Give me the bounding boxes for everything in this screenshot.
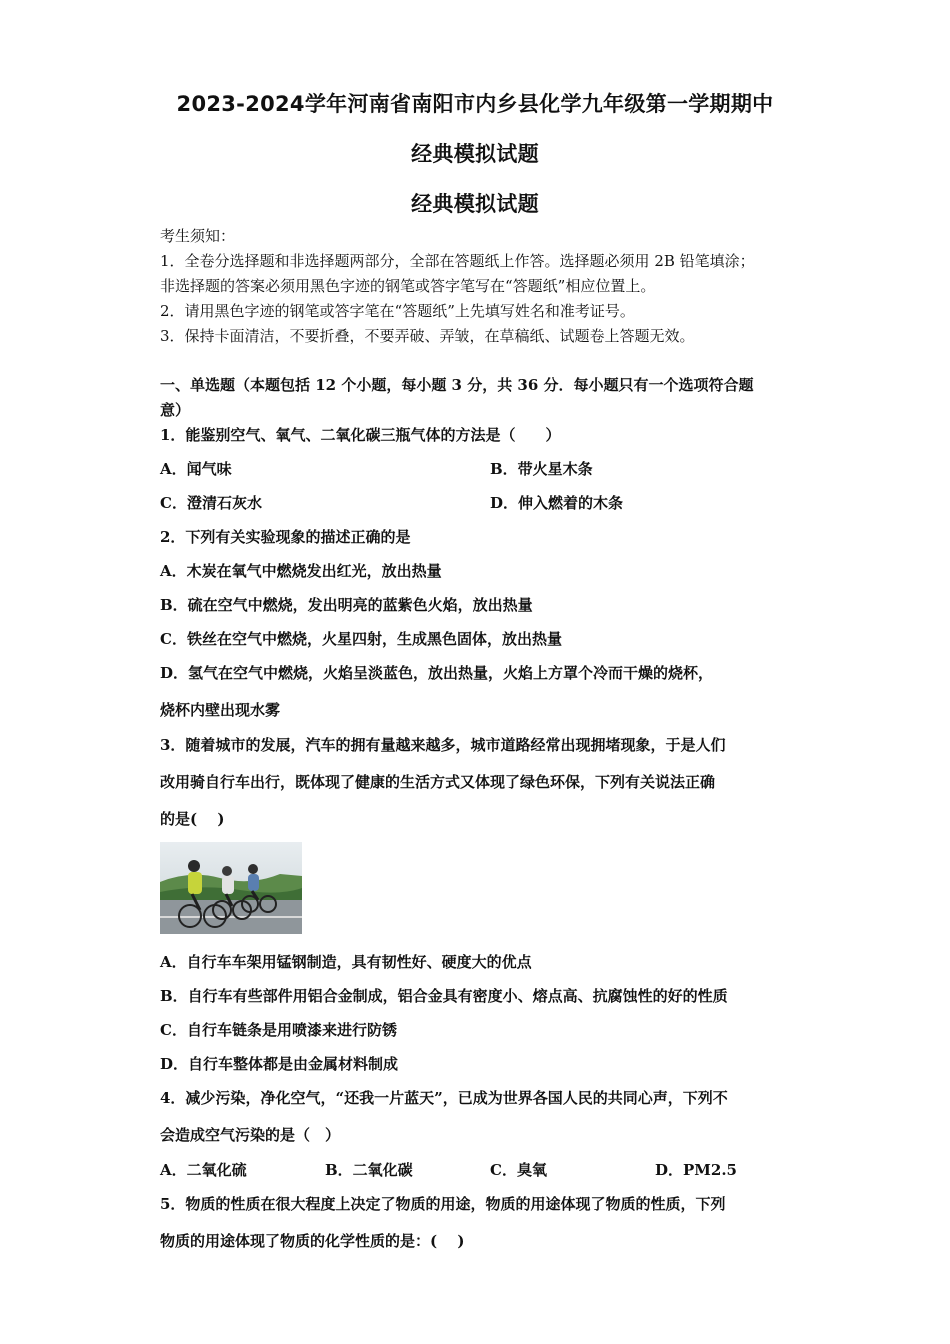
q1-stem: 1．能鉴别空气、氧气、二氧化碳三瓶气体的方法是（ ） [160,426,561,444]
q2-option-b: B．硫在空气中燃烧，发出明亮的蓝紫色火焰，放出热量 [160,596,533,614]
q5-stem-a: 5．物质的性质在很大程度上决定了物质的用途，物质的用途体现了物质的性质，下列 [160,1195,726,1213]
title-line-3: 经典模拟试题 [411,192,539,216]
q1-option-c: C．澄清石灰水 [160,494,262,512]
q2-option-d-b: 烧杯内壁出现水雾 [160,701,281,719]
q4-option-c: C．臭氧 [490,1161,547,1179]
cyclists-photo [160,842,302,934]
q3-option-b: B．自行车有些部件用铝合金制成，铝合金具有密度小、熔点高、抗腐蚀性的好的性质 [160,987,728,1005]
notice-item-2: 2．请用黑色字迹的钢笔或答字笔在“答题纸”上先填写姓名和准考证号。 [160,302,635,320]
q3-option-a: A．自行车车架用锰钢制造，具有韧性好、硬度大的优点 [160,953,532,971]
q2-option-a: A．木炭在氧气中燃烧发出红光，放出热量 [160,562,442,580]
section-heading-a: 一、单选题（本题包括 12 个小题，每小题 3 分，共 36 分．每小题只有一个选项符合题 [160,376,754,394]
q4-stem-a: 4．减少污染，净化空气，“还我一片蓝天”，已成为世界各国人民的共同心声，下列不 [160,1089,728,1107]
q1-option-d: D．伸入燃着的木条 [490,494,624,512]
q5-stem-b: 物质的用途体现了物质的化学性质的是：( ) [160,1232,465,1250]
q2-stem: 2．下列有关实验现象的描述正确的是 [160,528,411,546]
q1-option-a: A．闻气味 [160,460,232,478]
q3-stem-a: 3．随着城市的发展，汽车的拥有量越来越多，城市道路经常出现拥堵现象，于是人们 [160,736,726,754]
cyclists-illustration [160,842,302,934]
q3-stem-b: 改用骑自行车出行，既体现了健康的生活方式又体现了绿色环保，下列有关说法正确 [160,773,716,791]
notice-item-1b: 非选择题的答案必须用黑色字迹的钢笔或答字笔写在“答题纸”相应位置上。 [160,277,656,295]
q2-option-d-a: D．氢气在空气中燃烧，火焰呈淡蓝色，放出热量，火焰上方罩个冷而干燥的烧杯， [160,664,714,682]
notice-heading: 考生须知： [160,227,236,245]
q2-option-c: C．铁丝在空气中燃烧，火星四射，生成黑色固体，放出热量 [160,630,562,648]
q4-option-a: A．二氧化硫 [160,1161,247,1179]
q4-option-b: B．二氧化碳 [325,1161,413,1179]
q4-stem-b: 会造成空气污染的是（ ） [160,1126,341,1144]
q3-option-d: D．自行车整体都是由金属材料制成 [160,1055,399,1073]
title-line-2: 经典模拟试题 [411,142,539,166]
section-heading-b: 意） [160,401,191,419]
title-line-1: 2023-2024学年河南省南阳市内乡县化学九年级第一学期期中 [176,92,774,116]
q3-option-c: C．自行车链条是用喷漆来进行防锈 [160,1021,397,1039]
notice-item-3: 3．保持卡面清洁，不要折叠，不要弄破、弄皱，在草稿纸、试题卷上答题无效。 [160,327,695,345]
q4-option-d: D．PM2.5 [655,1161,737,1179]
notice-item-1a: 1．全卷分选择题和非选择题两部分，全部在答题纸上作答。选择题必须用 2B 铅笔填涂； [160,252,755,270]
q1-option-b: B．带火星木条 [490,460,593,478]
q3-stem-c: 的是( ) [160,810,225,828]
